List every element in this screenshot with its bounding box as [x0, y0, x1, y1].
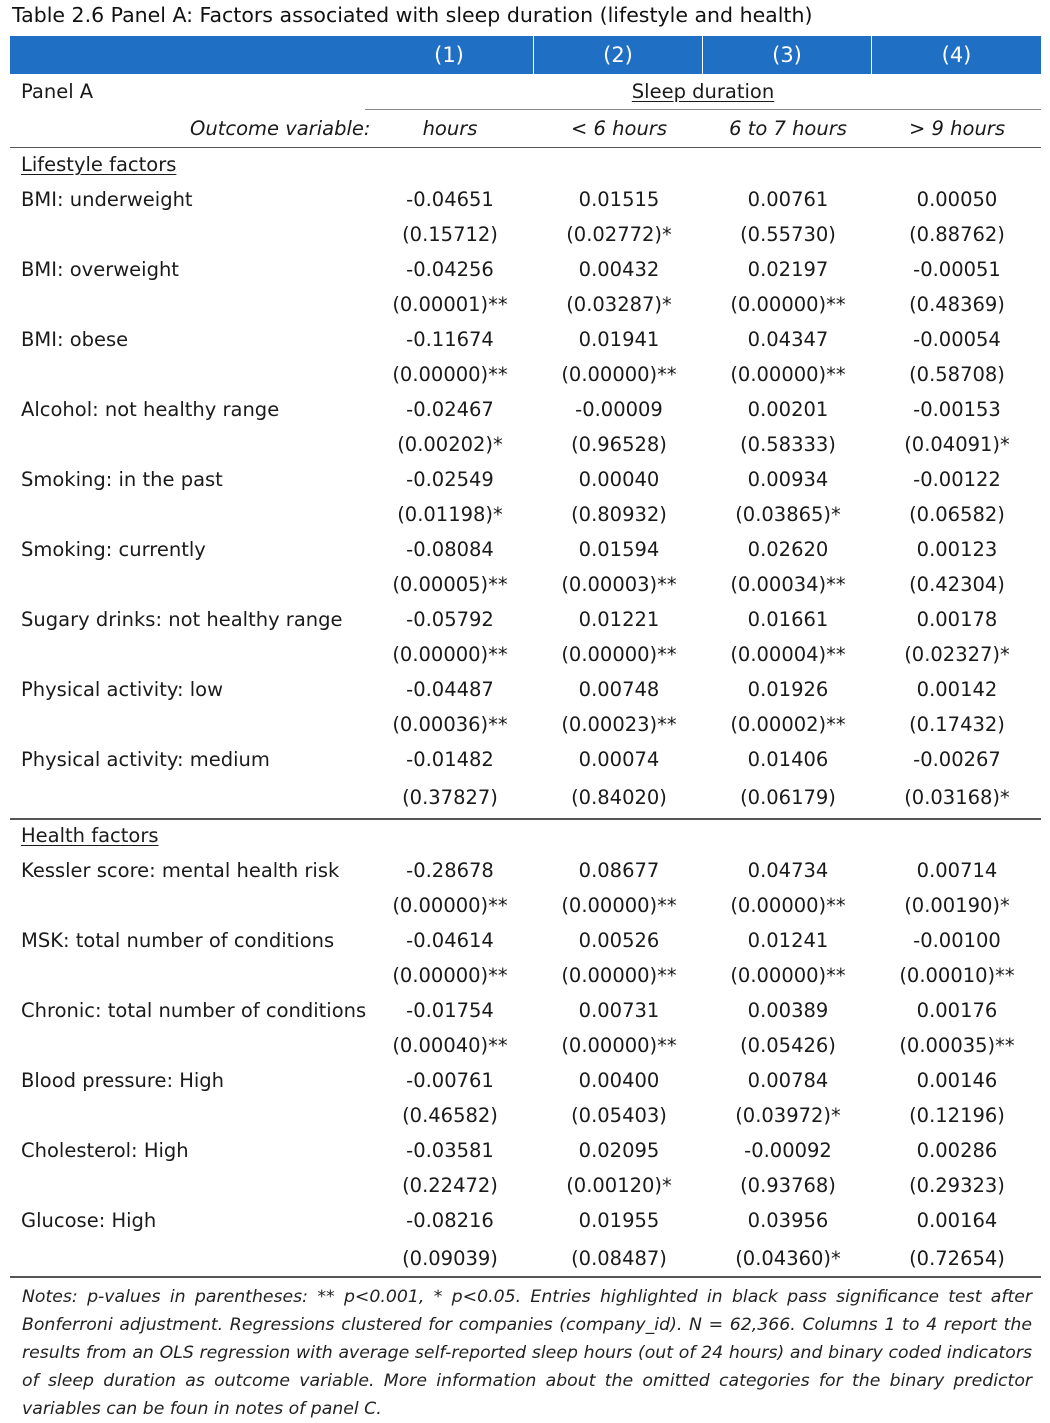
row-label: Kessler score: mental health risk: [21, 859, 340, 882]
p-value-cell: (0.00000)**: [730, 293, 846, 316]
p-value-cell: (0.05403): [571, 1104, 667, 1127]
p-value-cell: (0.58333): [740, 433, 836, 456]
coefficient-cell: 0.02620: [747, 538, 829, 561]
coefficient-cell: -0.00054: [913, 328, 1001, 351]
p-value-cell: (0.00001)**: [392, 293, 508, 316]
coefficient-cell: -0.01754: [406, 999, 494, 1022]
row-label: BMI: underweight: [21, 188, 193, 211]
group-underline-rule: [365, 109, 1041, 110]
p-value-cell: (0.04091)*: [904, 433, 1010, 456]
p-value-cell: (0.58708): [909, 363, 1005, 386]
p-value-cell: (0.00040)**: [392, 1034, 508, 1057]
coefficient-cell: 0.00934: [747, 468, 829, 491]
outcome-variable-label: Outcome variable:: [190, 117, 371, 140]
coefficient-cell: 0.00176: [916, 999, 998, 1022]
row-label: MSK: total number of conditions: [21, 929, 335, 952]
p-value-cell: (0.00120)*: [566, 1174, 672, 1197]
p-value-cell: (0.02772)*: [566, 223, 672, 246]
coefficient-cell: 0.01515: [578, 188, 660, 211]
coefficient-cell: 0.00761: [747, 188, 829, 211]
coefficient-cell: -0.00122: [913, 468, 1001, 491]
row-label: Chronic: total number of conditions: [21, 999, 367, 1022]
p-value-cell: (0.00036)**: [392, 713, 508, 736]
table-notes: [22, 1283, 1032, 1423]
coefficient-cell: 0.08677: [578, 859, 660, 882]
coefficient-cell: 0.00040: [578, 468, 660, 491]
p-value-cell: (0.00000)**: [392, 894, 508, 917]
p-value-cell: (0.00190)*: [904, 894, 1010, 917]
p-value-cell: (0.00000)**: [561, 1034, 677, 1057]
notes-label: Notes:: [22, 1287, 78, 1307]
p-value-cell: (0.06179): [740, 786, 836, 809]
row-label: Alcohol: not healthy range: [21, 398, 280, 421]
notes-text: p-values in parentheses: ** p<0.001, * p<0.05. Entries highlighted in black pass significance test after Bonferroni adjustment. Regressions clustered for companies (company_id). N = 62,366. Columns 1 to 4 report the results from an OLS regression with average self-reported sleep hours (out of 24 hours) and binary coded indicators of sleep duration as outcome variable. More information about the omitted categories for the binary predictor variables can be foun in notes of panel C.: [22, 1287, 1032, 1419]
coefficient-cell: 0.00142: [916, 678, 998, 701]
p-value-cell: (0.42304): [909, 573, 1005, 596]
coefficient-cell: -0.00153: [913, 398, 1001, 421]
coefficient-cell: -0.03581: [406, 1139, 494, 1162]
p-value-cell: (0.00000)**: [561, 964, 677, 987]
p-value-cell: (0.15712): [402, 223, 498, 246]
group-label: Sleep duration: [631, 80, 775, 103]
coefficient-cell: -0.02549: [406, 468, 494, 491]
coefficient-cell: 0.01926: [747, 678, 829, 701]
p-value-cell: (0.00000)**: [561, 894, 677, 917]
coefficient-cell: 0.01221: [578, 608, 660, 631]
p-value-cell: (0.00000)**: [561, 363, 677, 386]
coefficient-cell: -0.00100: [913, 929, 1001, 952]
row-label: Physical activity: low: [21, 678, 224, 701]
coefficient-cell: -0.00009: [575, 398, 663, 421]
outcome-label-2: < 6 hours: [571, 117, 667, 140]
row-label: BMI: overweight: [21, 258, 179, 281]
p-value-cell: (0.00034)**: [730, 573, 846, 596]
coefficient-cell: 0.00146: [916, 1069, 998, 1092]
p-value-cell: (0.00004)**: [730, 643, 846, 666]
p-value-cell: (0.00003)**: [561, 573, 677, 596]
row-label: Physical activity: medium: [21, 748, 270, 771]
row-label: BMI: obese: [21, 328, 129, 351]
p-value-cell: (0.00000)**: [392, 643, 508, 666]
p-value-cell: (0.03865)*: [735, 503, 841, 526]
coefficient-cell: -0.01482: [406, 748, 494, 771]
p-value-cell: (0.01198)*: [397, 503, 503, 526]
p-value-cell: (0.00000)**: [392, 964, 508, 987]
p-value-cell: (0.05426): [740, 1034, 836, 1057]
p-value-cell: (0.00000)**: [730, 964, 846, 987]
p-value-cell: (0.00005)**: [392, 573, 508, 596]
coefficient-cell: 0.00731: [578, 999, 660, 1022]
p-value-cell: (0.93768): [740, 1174, 836, 1197]
coefficient-cell: 0.04734: [747, 859, 829, 882]
coefficient-cell: 0.00286: [916, 1139, 998, 1162]
coefficient-cell: 0.00748: [578, 678, 660, 701]
column-header-2: (2): [603, 43, 633, 67]
coefficient-cell: -0.05792: [406, 608, 494, 631]
row-label: Blood pressure: High: [21, 1069, 225, 1092]
coefficient-cell: -0.00761: [406, 1069, 494, 1092]
row-label: Smoking: in the past: [21, 468, 223, 491]
coefficient-cell: -0.00092: [744, 1139, 832, 1162]
coefficient-cell: 0.00123: [916, 538, 998, 561]
p-value-cell: (0.29323): [909, 1174, 1005, 1197]
row-label: Smoking: currently: [21, 538, 206, 561]
section-divider-rule: [10, 818, 1041, 820]
column-header-4: (4): [941, 43, 972, 67]
table-bottom-rule: [10, 1276, 1041, 1278]
p-value-cell: (0.03287)*: [566, 293, 672, 316]
coefficient-cell: 0.02197: [747, 258, 829, 281]
coefficient-cell: 0.01406: [747, 748, 829, 771]
coefficient-cell: 0.00400: [578, 1069, 660, 1092]
coefficient-cell: -0.04651: [406, 188, 494, 211]
coefficient-cell: -0.04487: [406, 678, 494, 701]
p-value-cell: (0.06582): [909, 503, 1005, 526]
coefficient-cell: -0.11674: [406, 328, 494, 351]
p-value-cell: (0.02327)*: [904, 643, 1010, 666]
coefficient-cell: 0.04347: [747, 328, 829, 351]
p-value-cell: (0.48369): [909, 293, 1005, 316]
row-label: Sugary drinks: not healthy range: [21, 608, 343, 631]
coefficient-cell: 0.00178: [916, 608, 998, 631]
coefficient-cell: 0.01594: [578, 538, 660, 561]
p-value-cell: (0.00202)*: [397, 433, 503, 456]
p-value-cell: (0.00023)**: [561, 713, 677, 736]
p-value-cell: (0.00035)**: [899, 1034, 1015, 1057]
p-value-cell: (0.72654): [909, 1247, 1005, 1270]
coefficient-cell: 0.01661: [747, 608, 829, 631]
outcome-label-1: hours: [422, 117, 478, 140]
header-bottom-rule: [10, 147, 1041, 148]
coefficient-cell: -0.02467: [406, 398, 494, 421]
coefficient-cell: -0.00051: [913, 258, 1001, 281]
p-value-cell: (0.00000)**: [730, 363, 846, 386]
column-header-1: (1): [434, 43, 464, 67]
coefficient-cell: 0.03956: [747, 1209, 829, 1232]
coefficient-cell: -0.04256: [406, 258, 494, 281]
coefficient-cell: 0.00050: [916, 188, 998, 211]
p-value-cell: (0.46582): [402, 1104, 498, 1127]
row-label: Glucose: High: [21, 1209, 157, 1232]
coefficient-cell: 0.00389: [747, 999, 829, 1022]
p-value-cell: (0.80932): [571, 503, 667, 526]
p-value-cell: (0.00000)**: [730, 894, 846, 917]
outcome-label-3: 6 to 7 hours: [729, 117, 847, 140]
table-title: Table 2.6 Panel A: Factors associated with sleep duration (lifestyle and health): [12, 3, 813, 27]
section-heading: Lifestyle factors: [21, 153, 177, 176]
p-value-cell: (0.22472): [402, 1174, 498, 1197]
coefficient-cell: 0.01941: [578, 328, 660, 351]
coefficient-cell: 0.00526: [578, 929, 660, 952]
p-value-cell: (0.08487): [571, 1247, 667, 1270]
coefficient-cell: 0.00201: [747, 398, 829, 421]
panel-label: Panel A: [21, 80, 94, 103]
coefficient-cell: 0.02095: [578, 1139, 660, 1162]
p-value-cell: (0.04360)*: [735, 1247, 841, 1270]
coefficient-cell: 0.00164: [916, 1209, 998, 1232]
p-value-cell: (0.00000)**: [392, 363, 508, 386]
p-value-cell: (0.03168)*: [904, 786, 1010, 809]
p-value-cell: (0.96528): [571, 433, 667, 456]
p-value-cell: (0.03972)*: [735, 1104, 841, 1127]
p-value-cell: (0.17432): [909, 713, 1005, 736]
p-value-cell: (0.00000)**: [561, 643, 677, 666]
coefficient-cell: 0.01241: [747, 929, 829, 952]
coefficient-cell: -0.00267: [913, 748, 1001, 771]
p-value-cell: (0.00002)**: [730, 713, 846, 736]
p-value-cell: (0.84020): [571, 786, 667, 809]
coefficient-cell: -0.08084: [406, 538, 494, 561]
coefficient-cell: 0.01955: [578, 1209, 660, 1232]
p-value-cell: (0.55730): [740, 223, 836, 246]
coefficient-cell: -0.04614: [406, 929, 494, 952]
coefficient-cell: 0.00432: [578, 258, 660, 281]
p-value-cell: (0.12196): [909, 1104, 1005, 1127]
coefficient-cell: -0.08216: [406, 1209, 494, 1232]
column-header-3: (3): [772, 43, 802, 67]
p-value-cell: (0.37827): [402, 786, 498, 809]
coefficient-cell: 0.00714: [916, 859, 998, 882]
outcome-label-4: > 9 hours: [909, 117, 1005, 140]
p-value-cell: (0.09039): [402, 1247, 498, 1270]
section-heading: Health factors: [21, 824, 159, 847]
coefficient-cell: 0.00074: [578, 748, 660, 771]
coefficient-cell: 0.00784: [747, 1069, 829, 1092]
coefficient-cell: -0.28678: [406, 859, 494, 882]
p-value-cell: (0.88762): [909, 223, 1005, 246]
column-header-bar: [10, 36, 1041, 74]
p-value-cell: (0.00010)**: [899, 964, 1015, 987]
row-label: Cholesterol: High: [21, 1139, 189, 1162]
